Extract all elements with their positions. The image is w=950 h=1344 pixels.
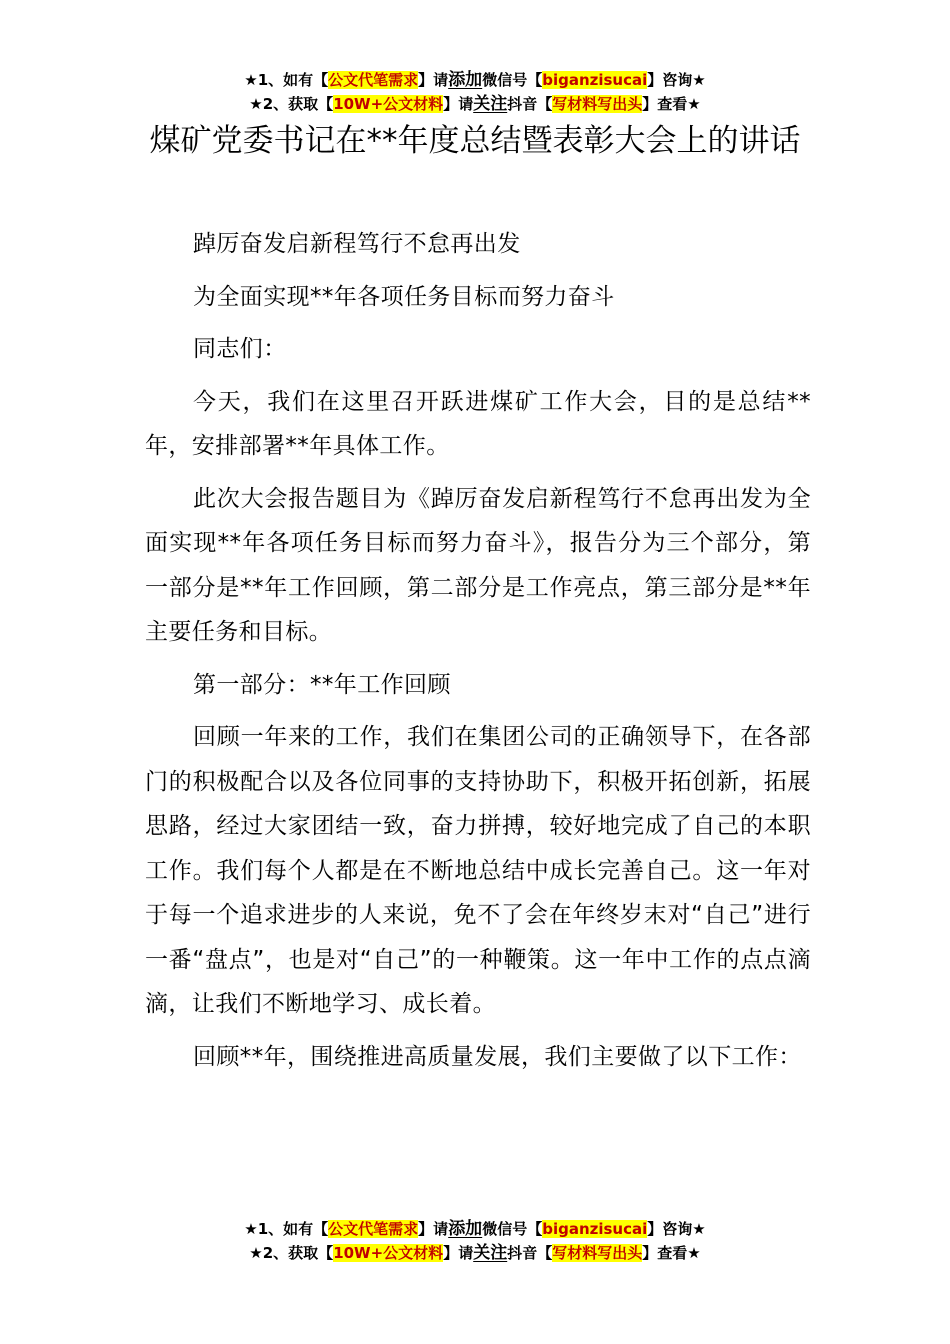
highlight-douyin-account: 写材料写出头 (552, 95, 643, 113)
body-paragraph: 此次大会报告题目为《踔厉奋发启新程笃行不怠再出发为全面实现**年各项任务目标而努力奋斗》，报告分为三个部分，第一部分是**年工作回顾，第二部分是工作亮点，第三部分是**年主要任务和目标。 (145, 485, 811, 645)
highlight-service: 公文代笔需求 (328, 1220, 419, 1238)
underline-follow: 关注 (473, 1243, 508, 1263)
body-paragraph: 回顾一年来的工作，我们在集团公司的正确领导下，在各部门的积极配合以及各位同事的支持协助下，积极开拓创新，拓展思路，经过大家团结一致，奋力拼搏，较好地完成了自己的本职工作。我们每个人都是在不断地总结中成长完善自己。这一年对于每一个追求进步的人来说，免不了会在年终岁末对“自己”进行一番“盘点”，也是对“自己”的一种鞭策。这一年中工作的点点滴滴，让我们不断地学习、成长着。 (145, 724, 811, 1017)
underline-add: 添加 (448, 70, 483, 90)
banner-line-2: ★2、获取【10W+公文材料】请关注抖音【写材料写出头】查看★ (249, 94, 701, 114)
underline-follow: 关注 (473, 94, 508, 114)
highlight-materials: 10W+公文材料 (333, 95, 444, 113)
banner-line-2: ★2、获取【10W+公文材料】请关注抖音【写材料写出头】查看★ (249, 1243, 701, 1263)
body-paragraph: 回顾**年，围绕推进高质量发展，我们主要做了以下工作： (193, 1043, 802, 1070)
document-title: 煤矿党委书记在**年度总结暨表彰大会上的讲话 (149, 123, 801, 159)
highlight-wechat-id: biganzisucai (542, 71, 648, 89)
banner-line-1: ★1、如有【公文代笔需求】请添加微信号【biganzisucai】咨询★ (244, 1219, 706, 1239)
header-banner (0, 68, 950, 116)
section-heading: 第一部分：**年工作回顾 (193, 671, 451, 698)
highlight-materials: 10W+公文材料 (333, 1244, 444, 1262)
subtitle-line-2: 为全面实现**年各项任务目标而努力奋斗 (193, 283, 615, 310)
banner-line-1: ★1、如有【公文代笔需求】请添加微信号【biganzisucai】咨询★ (244, 70, 706, 90)
body-paragraph: 今天，我们在这里召开跃进煤矿工作大会，目的是总结**年，安排部署**年具体工作。 (145, 388, 811, 459)
highlight-service: 公文代笔需求 (328, 71, 419, 89)
document-body (145, 222, 811, 1087)
underline-add: 添加 (448, 1219, 483, 1239)
footer-banner (0, 1217, 950, 1265)
highlight-wechat-id: biganzisucai (542, 1220, 648, 1238)
salutation: 同志们： (193, 336, 287, 362)
subtitle-line-1: 踔厉奋发启新程笃行不怠再出发 (193, 231, 521, 257)
highlight-douyin-account: 写材料写出头 (552, 1244, 643, 1262)
